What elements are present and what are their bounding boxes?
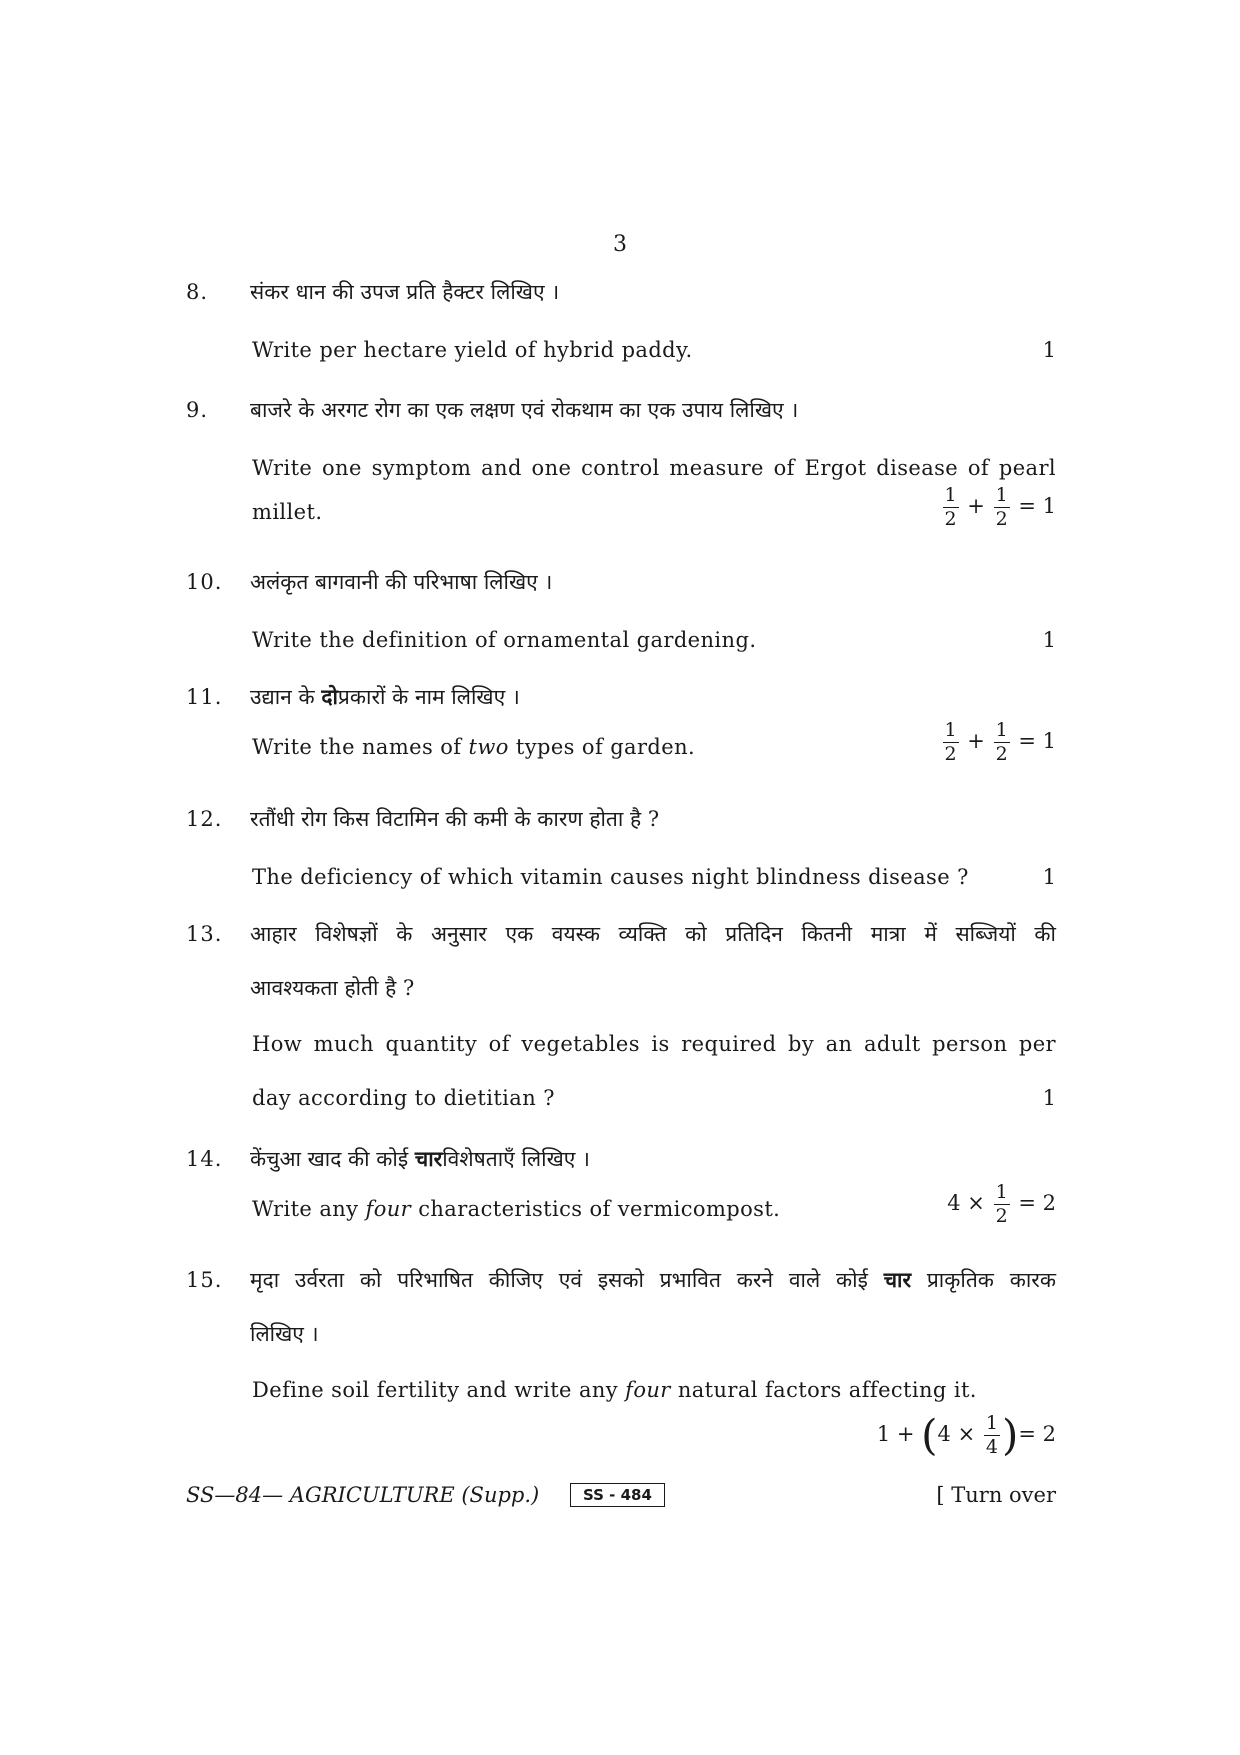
emphasis: दो (321, 684, 338, 709)
marks: 1 (1042, 338, 1056, 362)
question-number: 14. (186, 1147, 223, 1171)
question-english-line-1: How much quantity of vegetables is required by an adult person per (252, 1032, 1056, 1056)
question-hindi-line-1: आहार विशेषज्ञों के अनुसार एक वयस्क व्यक्ति को प्रतिदिन कितनी मात्रा में सब्जियों की (250, 922, 1056, 946)
fraction: $\frac{1}{4}$ (985, 1412, 998, 1458)
marks: 1 (1042, 1086, 1056, 1110)
fraction: $\frac{1}{2}$ (944, 484, 957, 530)
question-number: 9. (186, 398, 209, 422)
marks-total: = 2 (1018, 1422, 1056, 1446)
emphasis: चार (883, 1267, 912, 1292)
paper-title: SS—84— AGRICULTURE (Supp.) (186, 1483, 540, 1507)
marks-prefix: 1 + (876, 1422, 915, 1446)
emphasis: two (468, 735, 509, 759)
question-english: Write the definition of ornamental gardening. (252, 628, 757, 652)
question-english-line-1: Write one symptom and one control measure of Ergot disease of pearl (252, 456, 1056, 480)
marks: 1 (1042, 865, 1056, 889)
marks (941, 486, 1057, 529)
paper-code-box: SS - 484 (570, 1483, 665, 1507)
fraction: $\frac{1}{2}$ (995, 719, 1008, 765)
marks: 1 (1042, 628, 1056, 652)
question-number: 11. (186, 685, 223, 709)
fraction: $\frac{1}{2}$ (995, 484, 1008, 530)
question-hindi-line-1: मृदा उर्वरता को परिभाषित कीजिए एवं इसको प्रभावित करने वाले कोई चार प्राकृतिक कारक (250, 1267, 1056, 1292)
marks-total: = 2 (1018, 1191, 1056, 1215)
question-hindi: संकर धान की उपज प्रति हैक्टर लिखिए । (250, 280, 560, 304)
question-hindi: केंचुआ खाद की कोई चारविशेषताएँ लिखिए । (250, 1146, 591, 1171)
marks-total: = 1 (1018, 494, 1056, 518)
emphasis: four (365, 1197, 412, 1221)
question-english-line-2: millet. (252, 500, 323, 524)
question-english: The deficiency of which vitamin causes night blindness disease ? (252, 865, 969, 889)
marks (876, 1410, 1056, 1460)
plus-sign: + (967, 494, 985, 518)
marks-total: = 1 (1018, 729, 1056, 753)
question-number: 10. (186, 570, 223, 594)
emphasis: चार (414, 1146, 443, 1171)
emphasis: four (625, 1378, 671, 1402)
question-english: Write the names of two types of garden. (252, 735, 696, 759)
question-english-line-2: day according to dietitian ? (252, 1086, 555, 1110)
marks-multiplier: 4 × (937, 1422, 976, 1446)
question-english: Write per hectare yield of hybrid paddy. (252, 338, 693, 362)
right-parenthesis: ) (1001, 1410, 1019, 1460)
question-number: 15. (186, 1268, 223, 1292)
question-hindi: उद्यान के दोप्रकारों के नाम लिखिए । (250, 684, 520, 709)
marks (941, 721, 1057, 764)
question-hindi: बाजरे के अरगट रोग का एक लक्षण एवं रोकथाम का एक उपाय लिखिए । (250, 398, 799, 422)
marks-multiplier: 4 × (947, 1191, 985, 1215)
fraction: $\frac{1}{2}$ (944, 719, 957, 765)
plus-sign: + (967, 729, 985, 753)
question-hindi: रतौंधी रोग किस विटामिन की कमी के कारण होता है ? (250, 807, 660, 831)
marks (947, 1183, 1056, 1226)
question-number: 8. (186, 280, 209, 304)
left-parenthesis: ( (921, 1410, 938, 1460)
question-english: Define soil fertility and write any four natural factors affecting it. (252, 1378, 977, 1402)
question-hindi-line-2: लिखिए । (250, 1322, 319, 1346)
page-number: 3 (613, 232, 627, 257)
question-hindi: अलंकृत बागवानी की परिभाषा लिखिए । (250, 570, 553, 594)
question-hindi-line-2: आवश्यकता होती है ? (250, 976, 415, 1000)
fraction: $\frac{1}{2}$ (995, 1181, 1008, 1227)
turn-over-note: [ Turn over (936, 1483, 1056, 1507)
question-number: 12. (186, 807, 223, 831)
question-english: Write any four characteristics of vermicompost. (252, 1197, 781, 1221)
question-number: 13. (186, 922, 223, 946)
